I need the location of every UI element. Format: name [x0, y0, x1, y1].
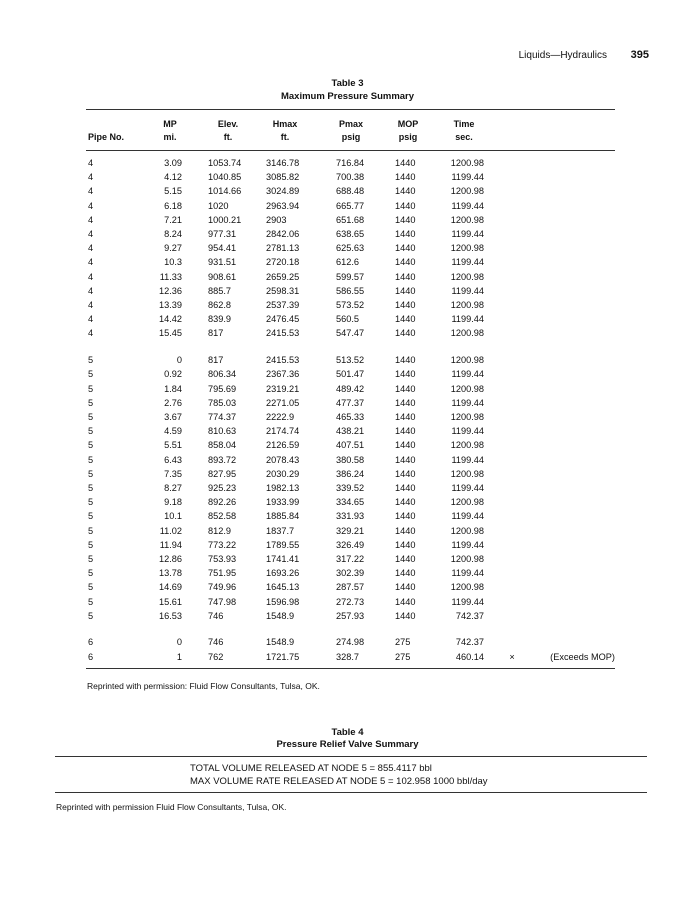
cell-time: 1199.44	[451, 257, 484, 268]
cell-mp: 7.35	[164, 468, 182, 479]
table3-top-rule	[86, 109, 615, 110]
cell-mop: 1440	[395, 186, 416, 197]
cell-pipe-no: 5	[88, 355, 94, 366]
cell-pmax: 272.73	[336, 596, 365, 607]
cell-hmax: 2415.53	[266, 328, 300, 339]
cell-pipe-no: 5	[88, 610, 94, 621]
cell-time: 1199.44	[451, 200, 484, 211]
cell-mop: 1440	[395, 369, 416, 380]
cell-elev: 749.96	[208, 582, 237, 593]
cell-hmax: 2598.31	[266, 285, 300, 296]
table4-total-volume: TOTAL VOLUME RELEASED AT NODE 5 = 855.4117 bbl	[190, 763, 432, 774]
cell-pipe-no: 5	[88, 482, 94, 493]
cell-time: 1199.44	[451, 229, 484, 239]
cell-time: 1200.98	[450, 553, 484, 564]
cell-pipe-no: 5	[88, 539, 94, 550]
cell-hmax: 1693.26	[266, 568, 300, 579]
table4-footnote: Reprinted with permission Fluid Flow Consultants, Tulsa, OK.	[56, 802, 287, 812]
cell-time: 1200.98	[450, 243, 484, 254]
cell-pipe-no: 4	[88, 243, 94, 254]
cell-mp: 12.36	[159, 285, 182, 296]
col-hmax-top: Hmax	[272, 119, 298, 129]
cell-mop: 1440	[395, 511, 416, 522]
cell-mp: 2.76	[164, 397, 182, 408]
col-mp-top: MP	[163, 119, 177, 129]
cell-mp: 3.09	[164, 158, 182, 168]
table4-max-rate: MAX VOLUME RATE RELEASED AT NODE 5 = 102.958 1000 bbl/day	[190, 776, 488, 787]
cell-time: 742.37	[455, 610, 484, 621]
cell-hmax: 1789.55	[266, 539, 300, 550]
running-header-title: Liquids—Hydraulics	[518, 50, 607, 61]
cell-pmax: 386.24	[336, 468, 365, 479]
cell-pmax: 317.22	[336, 553, 365, 564]
cell-pmax: 407.51	[336, 440, 365, 451]
cell-mp: 9.27	[164, 243, 182, 254]
cell-pmax: 329.21	[336, 525, 365, 536]
cell-mop: 1440	[395, 158, 416, 168]
cell-hmax: 2720.18	[266, 257, 300, 268]
cell-mop: 1440	[395, 482, 416, 493]
cell-elev: 858.04	[208, 440, 237, 451]
cell-mp: 1	[176, 651, 182, 662]
cell-pipe-no: 5	[88, 568, 94, 579]
cell-pmax: 700.38	[336, 172, 365, 183]
cell-hmax: 2319.21	[266, 383, 300, 394]
cell-mp: 14.69	[159, 582, 182, 593]
col-time-top: Time	[453, 119, 475, 129]
cell-pmax: 331.93	[336, 511, 365, 522]
cell-pipe-no: 4	[88, 200, 94, 211]
cell-time: 1199.44	[451, 568, 484, 579]
page-number: 395	[630, 49, 649, 61]
cell-mp: 5.51	[164, 440, 182, 451]
cell-mp: 7.21	[164, 214, 182, 225]
cell-elev: 810.63	[208, 426, 237, 437]
cell-pmax: 326.49	[336, 539, 365, 550]
cell-pmax: 688.48	[336, 186, 365, 197]
cell-pmax: 339.52	[336, 482, 365, 493]
cell-hmax: 2781.13	[266, 243, 300, 254]
cell-pmax: 380.58	[336, 454, 365, 465]
cell-mop: 1440	[395, 172, 416, 183]
cell-pipe-no: 4	[88, 328, 94, 339]
cell-hmax: 2271.05	[266, 397, 300, 408]
cell-time: 1200.98	[450, 300, 484, 310]
table3-footnote: Reprinted with permission: Fluid Flow Consultants, Tulsa, OK.	[87, 681, 320, 691]
cell-time: 1199.44	[451, 482, 484, 493]
cell-note: (Exceeds MOP)	[550, 651, 615, 662]
cell-mp: 0	[176, 637, 182, 648]
cell-mop: 1440	[395, 568, 416, 579]
cell-mop: 1440	[395, 411, 416, 422]
col-pipe-bottom: Pipe No.	[88, 132, 125, 142]
cell-pipe-no: 4	[88, 214, 94, 225]
cell-pipe-no: 4	[88, 172, 94, 183]
cell-mop: 1440	[395, 314, 416, 325]
cell-mp: 13.78	[159, 568, 182, 579]
cell-pmax: 560.5	[336, 314, 359, 325]
cell-time: 1200.98	[450, 158, 484, 168]
cell-hmax: 2030.29	[266, 468, 300, 479]
table4-number: Table 4	[331, 727, 364, 738]
cell-time: 1199.44	[451, 454, 484, 465]
cell-time: 1200.98	[450, 411, 484, 422]
cell-pipe-no: 5	[88, 511, 94, 522]
cell-mop: 1440	[395, 214, 416, 225]
cell-mp: 6.18	[164, 200, 182, 211]
cell-pmax: 716.84	[336, 158, 365, 168]
cell-mop: 1440	[395, 285, 416, 296]
cell-hmax: 1837.7	[266, 525, 295, 536]
cell-time: 1199.44	[451, 426, 484, 437]
cell-mop: 1440	[395, 553, 416, 564]
cell-hmax: 1548.9	[266, 637, 295, 648]
cell-time: 1200.98	[450, 468, 484, 479]
cell-elev: 785.03	[208, 397, 237, 408]
cell-elev: 817	[208, 328, 224, 339]
cell-pipe-no: 4	[88, 229, 94, 239]
cell-elev: 812.9	[208, 525, 231, 536]
cell-mp: 15.61	[159, 596, 182, 607]
table3-header-rule	[86, 150, 615, 151]
cell-time: 1199.44	[451, 596, 484, 607]
cell-elev: 746	[208, 637, 224, 648]
cell-hmax: 1645.13	[266, 582, 300, 593]
cell-pmax: 302.39	[336, 568, 365, 579]
cell-hmax: 1548.9	[266, 610, 295, 621]
cell-elev: 893.72	[208, 454, 237, 465]
cell-elev: 1020	[208, 200, 229, 211]
cell-elev: 1014.66	[208, 186, 242, 197]
cell-mp: 9.18	[164, 497, 182, 508]
cell-elev: 746	[208, 610, 224, 621]
cell-mp: 12.86	[159, 553, 182, 564]
cell-pipe-no: 5	[88, 553, 94, 564]
table3-number: Table 3	[331, 78, 364, 89]
cell-hmax: 2537.39	[266, 300, 300, 310]
cell-hmax: 2903	[266, 214, 287, 225]
cell-time: 1200.98	[450, 328, 484, 339]
cell-mop: 1440	[395, 300, 416, 310]
cell-mp: 13.39	[159, 300, 182, 310]
cell-pipe-no: 6	[88, 637, 94, 648]
cell-time: 1199.44	[451, 539, 484, 550]
cell-hmax: 1596.98	[266, 596, 300, 607]
cell-elev: 839.9	[208, 314, 231, 325]
cell-pipe-no: 5	[88, 596, 94, 607]
cell-mop: 1440	[395, 355, 416, 366]
cell-mop: 1440	[395, 243, 416, 254]
cell-time: 1200.98	[450, 497, 484, 508]
cell-mp: 10.3	[164, 257, 182, 268]
cell-hmax: 2222.9	[266, 411, 295, 422]
cell-elev: 795.69	[208, 383, 237, 394]
cell-mp: 10.1	[164, 511, 182, 522]
table4-bottom-rule	[55, 792, 647, 793]
cell-pipe-no: 4	[88, 314, 94, 325]
cell-elev: 762	[208, 651, 224, 662]
cell-time: 742.37	[455, 637, 484, 648]
cell-hmax: 1933.99	[266, 497, 300, 508]
col-mp-bottom: mi.	[163, 132, 177, 142]
cell-pmax: 334.65	[336, 497, 365, 508]
cell-hmax: 2963.94	[266, 200, 300, 211]
cell-elev: 806.34	[208, 369, 237, 380]
cell-time: 1199.44	[451, 397, 484, 408]
cell-time: 1200.98	[450, 582, 484, 593]
cell-pipe-no: 4	[88, 300, 94, 310]
cell-hmax: 3146.78	[266, 158, 300, 168]
cell-pmax: 586.55	[336, 285, 365, 296]
cell-mop: 275	[395, 637, 411, 648]
cell-time: 1199.44	[451, 172, 484, 183]
cell-pipe-no: 5	[88, 426, 94, 437]
cell-pipe-no: 5	[88, 397, 94, 408]
cell-mop: 1440	[395, 497, 416, 508]
cell-mp: 4.12	[164, 172, 182, 183]
cell-hmax: 2174.74	[266, 426, 300, 437]
cell-mp: 14.42	[159, 314, 182, 325]
col-elev-bottom: ft.	[223, 132, 233, 142]
cell-mp: 8.27	[164, 482, 182, 493]
cell-mp: 1.84	[164, 383, 182, 394]
cell-hmax: 3024.89	[266, 186, 300, 197]
cell-pmax: 612.6	[336, 257, 359, 268]
cell-elev: 1040.85	[208, 172, 242, 183]
cell-mop: 1440	[395, 440, 416, 451]
cell-pipe-no: 5	[88, 454, 94, 465]
cell-elev: 747.98	[208, 596, 237, 607]
cell-mp: 11.02	[159, 525, 182, 536]
cell-elev: 817	[208, 355, 224, 366]
cell-pmax: 465.33	[336, 411, 365, 422]
cell-hmax: 2126.59	[266, 440, 300, 451]
cell-elev: 827.95	[208, 468, 237, 479]
cell-mp: 11.94	[159, 539, 182, 550]
cell-pmax: 638.65	[336, 229, 365, 239]
cell-elev: 751.95	[208, 568, 237, 579]
cell-hmax: 1982.13	[266, 482, 300, 493]
cell-elev: 954.41	[208, 243, 237, 254]
cell-pmax: 501.47	[336, 369, 365, 380]
cell-mop: 1440	[395, 328, 416, 339]
cell-mp: 16.53	[159, 610, 182, 621]
cell-hmax: 1885.84	[266, 511, 300, 522]
table4-top-rule	[55, 756, 647, 757]
cell-pipe-no: 4	[88, 158, 94, 168]
table3-title: Maximum Pressure Summary	[280, 91, 415, 102]
cell-elev: 774.37	[208, 411, 237, 422]
cell-mop: 1440	[395, 596, 416, 607]
cell-elev: 908.61	[208, 271, 237, 282]
cell-pipe-no: 5	[88, 497, 94, 508]
col-hmax-bottom: ft.	[280, 132, 290, 142]
cell-mop: 1440	[395, 454, 416, 465]
cell-pmax: 513.52	[336, 355, 365, 366]
cell-pipe-no: 5	[88, 468, 94, 479]
cell-pmax: 651.68	[336, 214, 365, 225]
cell-mop: 1440	[395, 539, 416, 550]
col-mop-top: MOP	[397, 119, 419, 129]
col-time-bottom: sec.	[455, 132, 473, 142]
cell-mop: 1440	[395, 426, 416, 437]
cell-hmax: 2415.53	[266, 355, 300, 366]
cell-mop: 1440	[395, 383, 416, 394]
cell-hmax: 2842.06	[266, 229, 300, 239]
cell-time: 1200.98	[450, 383, 484, 394]
cell-pipe-no: 5	[88, 383, 94, 394]
cell-hmax: 2367.36	[266, 369, 300, 380]
cell-pmax: 599.57	[336, 271, 365, 282]
cell-pmax: 328.7	[336, 651, 359, 662]
cell-pipe-no: 5	[88, 582, 94, 593]
cell-pipe-no: 4	[88, 257, 94, 268]
cell-time: 1199.44	[451, 369, 484, 380]
cell-pmax: 573.52	[336, 300, 365, 310]
cell-hmax: 2476.45	[266, 314, 300, 325]
cell-pipe-no: 4	[88, 285, 94, 296]
table4-title: Pressure Relief Valve Summary	[276, 739, 419, 750]
cell-mop: 1440	[395, 271, 416, 282]
cell-mop: 1440	[395, 200, 416, 211]
cell-mp: 3.67	[164, 411, 182, 422]
cell-mop: 1440	[395, 468, 416, 479]
cell-elev: 1053.74	[208, 158, 242, 168]
cell-pipe-no: 5	[88, 411, 94, 422]
col-pmax-bottom: psig	[341, 132, 361, 142]
cell-elev: 1000.21	[208, 214, 242, 225]
cell-pipe-no: 5	[88, 369, 94, 380]
cell-elev: 925.23	[208, 482, 237, 493]
col-elev-top: Elev.	[217, 119, 239, 129]
cell-pmax: 625.63	[336, 243, 365, 254]
cell-mp: 0	[176, 355, 182, 366]
cell-mp: 0.92	[164, 369, 182, 380]
cell-pmax: 489.42	[336, 383, 365, 394]
cell-mp: 4.59	[164, 426, 182, 437]
cell-elev: 852.58	[208, 511, 237, 522]
cell-mp: 8.24	[164, 229, 182, 239]
cell-pipe-no: 5	[88, 440, 94, 451]
cell-mp: 6.43	[164, 454, 182, 465]
cell-hmax: 2659.25	[266, 271, 300, 282]
cell-mp: 15.45	[159, 328, 182, 339]
cell-time: 1200.98	[450, 440, 484, 451]
cell-time: 1200.98	[450, 214, 484, 225]
cell-hmax: 3085.82	[266, 172, 300, 183]
cell-mop: 1440	[395, 525, 416, 536]
cell-pmax: 257.93	[336, 610, 365, 621]
cell-mop: 1440	[395, 582, 416, 593]
cell-pipe-no: 4	[88, 271, 94, 282]
cell-pmax: 438.21	[336, 426, 365, 437]
cell-time: 1199.44	[451, 511, 484, 522]
cell-pmax: 287.57	[336, 582, 365, 593]
cell-elev: 862.8	[208, 300, 231, 310]
cell-elev: 977.31	[208, 229, 237, 239]
cell-mp: 11.33	[159, 271, 182, 282]
cell-time: 1200.98	[450, 186, 484, 197]
cell-mop: 275	[395, 651, 411, 662]
cell-pmax: 477.37	[336, 397, 365, 408]
cell-pipe-no: 6	[88, 651, 94, 662]
cell-elev: 885.7	[208, 285, 231, 296]
cell-elev: 753.93	[208, 553, 237, 564]
cell-hmax: 1741.41	[266, 553, 300, 564]
cell-elev: 931.51	[208, 257, 237, 268]
cell-time: 1200.98	[450, 525, 484, 536]
table3-bottom-rule	[86, 668, 615, 669]
cell-mop: 1440	[395, 397, 416, 408]
cell-flag: ×	[509, 651, 515, 662]
col-pmax-top: Pmax	[338, 119, 364, 129]
cell-hmax: 1721.75	[266, 651, 300, 662]
cell-time: 460.14	[455, 651, 484, 662]
cell-mop: 1440	[395, 257, 416, 268]
cell-pipe-no: 4	[88, 186, 94, 197]
cell-time: 1200.98	[450, 355, 484, 366]
cell-elev: 773.22	[208, 539, 237, 550]
col-mop-bottom: psig	[398, 132, 418, 142]
cell-time: 1199.44	[451, 314, 484, 325]
cell-elev: 892.26	[208, 497, 237, 508]
cell-mop: 1440	[395, 229, 416, 239]
cell-pipe-no: 5	[88, 525, 94, 536]
cell-pmax: 665.77	[336, 200, 365, 211]
cell-pmax: 274.98	[336, 637, 365, 648]
cell-time: 1200.98	[450, 271, 484, 282]
cell-time: 1199.44	[451, 285, 484, 296]
cell-mop: 1440	[395, 610, 416, 621]
cell-hmax: 2078.43	[266, 454, 300, 465]
cell-mp: 5.15	[164, 186, 182, 197]
cell-pmax: 547.47	[336, 328, 365, 339]
